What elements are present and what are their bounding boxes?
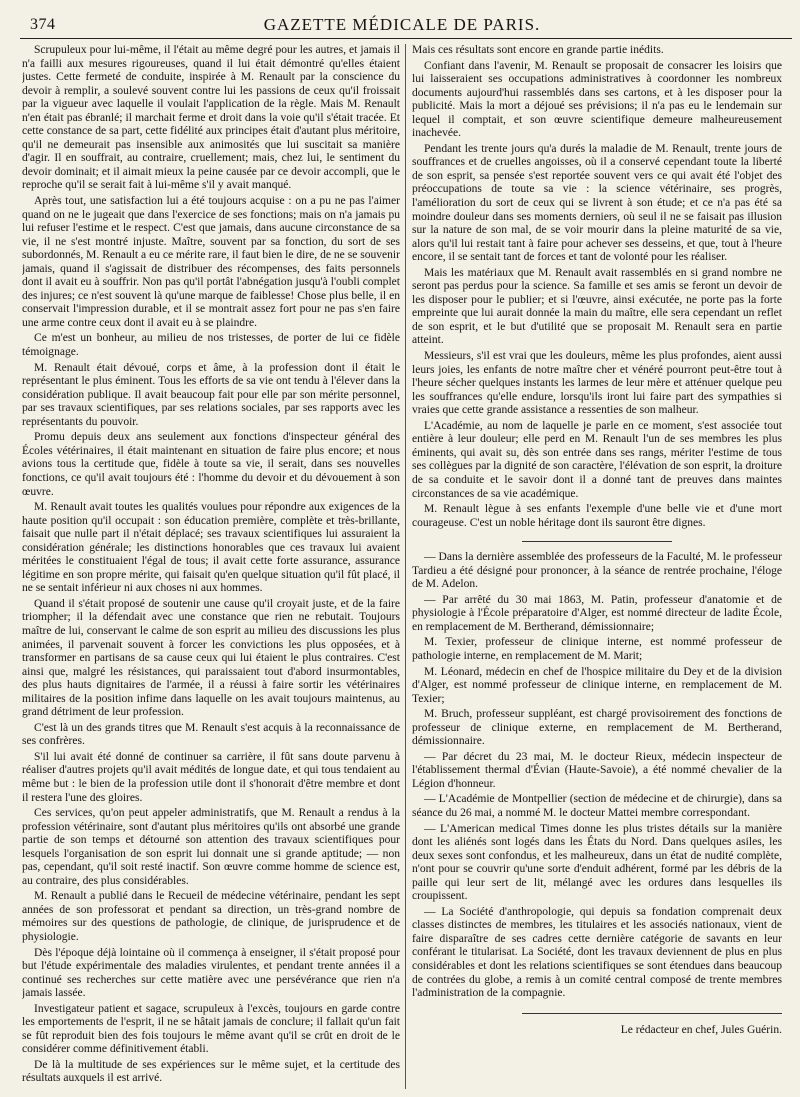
paragraph: L'Académie, au nom de laquelle je parle en ce moment, s'est associée tout entière à leur douleur; elle perd en M. Renault l'un de ses membres les plus éminents, qui avait su, dès son entrée dans ses rangs, mériter l'estime de tous ses collègues par la dignité de son caractère, l'élévation de son esprit, la droiture de sa conduite et le savoir dont il a donné tant de preuves dans maintes circonstances de sa vie académique. <box>412 419 782 500</box>
paragraph: Quand il s'était proposé de soutenir une cause qu'il croyait juste, et de la faire triompher; il la défendait avec une constance que rien ne rebutait. Toujours maître de lui, conservant le calme de son esprit au milieu des discussions les plus animées, il parvenait souvent à forcer les convictions les plus opposées, et à transformer en partisans de sa cause ceux qui lui étaient le plus contraires. C'est ainsi que, malgré les résistances, qui paraissaient tout d'abord insurmontables, des plus hauts dignitaires de l'armée, il a réussi à faire sortir les vétérinaires militaires de la position infime dans laquelle on les avait toujours maintenus, au grand détriment de leur profession. <box>22 597 400 719</box>
column-divider <box>405 44 406 1089</box>
signature-rule <box>522 1013 782 1014</box>
paragraph: Pendant les trente jours qu'a durés la maladie de M. Renault, trente jours de souffrances et de cruelles angoisses, où il a conservé cependant toute la liberté de son esprit, sa pensée s'est reportée souvent vers ce qui avait été l'objet des préoccupations de toute sa vie : la science vétérinaire, ses progrès, l'amélioration du sort de ceux qui se livrent à son étude; et ce n'a pas été sa moindre douleur dans ses moments derniers, où seul il ne se faisait pas illusion sur la nature de son mal, de se voir mourir dans la pleine maturité de sa vie, alors qu'il lui restait tant à faire pour achever ses desseins, et que, tout à l'heure encore, il se sentait tant de forces et tant de volonté pour les réaliser. <box>412 142 782 264</box>
journal-title: GAZETTE MÉDICALE DE PARIS. <box>263 15 541 34</box>
paragraph: Confiant dans l'avenir, M. Renault se proposait de consacrer les loisirs que lui laisseraient ses occupations administratives à coordonner les nombreux documents aujourd'hui rassemblés dans ses cartons, et à les disposer pour la publicité. Mais la mort a déjoué ses prévisions; il n'a pas eu le lendemain sur lequel il comptait, et son œuvre scientifique demeure malheureusement inachevée. <box>412 59 782 140</box>
right-column <box>412 44 782 1088</box>
news-item: — Par arrêté du 30 mai 1863, M. Patin, professeur d'anatomie et de physiologie à l'École préparatoire d'Alger, est nommé directeur de ladite École, en remplacement de M. Bertherand, démissionnaire; <box>412 593 782 633</box>
section-divider <box>522 541 672 542</box>
news-item: — L'Académie de Montpellier (section de médecine et de chirurgie), dans sa séance du 26 mai, a nommé M. le docteur Mattei membre correspondant. <box>412 793 782 819</box>
paragraph: M. Renault était dévoué, corps et âme, à la profession dont il était le représentant le plus éminent. Tous les efforts de sa vie ont tendu à l'élever dans la considération publique. Il avait beaucoup fait pour elle par son mérite personnel, par ses travaux scientifiques, par ses relations sociales, par ses rapports avec les représentants du pouvoir. <box>22 361 400 428</box>
paragraph: Scrupuleux pour lui-même, il l'était au même degré pour les autres, et jamais il n'a failli aux mesures rigoureuses, quand il lui était démontré qu'elles étaient justes. Cette fermeté de conduite, inspirée à M. Renault par la conscience du devoir à remplir, a soulevé souvent contre lui les passions de ceux qu'il froissait par la vigueur avec laquelle il voulait l'application de la règle. Mais M. Renault n'en était pas ébranlé; il marchait ferme et droit dans la voie qu'il s'était tracée. Et cette constance de sa part, cette fidélité aux principes était d'autant plus méritoire, qu'il ne demeurait pas insensible aux animosités que lui suscitait sa manière d'agir. Il en souffrait, au contraire, cruellement; mais, chez lui, le sentiment du devoir dominait; et il aimait mieux la peine causée par ce devoir accompli, que le reproche qu'il se serait fait à lui-même s'il y avait manqué. <box>22 44 400 192</box>
paragraph: Investigateur patient et sagace, scrupuleux à l'excès, toujours en garde contre les emportements de l'esprit, il ne se hâtait jamais de conclure; il fallait qu'un fait se fût reproduit bien des fois toujours le même avant qu'il se crût en droit de le considérer comme définitivement établi. <box>22 1002 400 1056</box>
paragraph: Après tout, une satisfaction lui a été toujours acquise : on a pu ne pas l'aimer quand on ne le jugeait que dans l'exercice de ses fonctions; mais on n'a jamais pu lui refuser l'estime et le respect. C'est que jamais, dans aucune circonstance de sa vie, il ne s'est montré injuste. Maître, souvent par sa fonction, du sort de ses subordonnés, M. Renault a eu ce mérite rare, il faut bien le dire, de ne se souvenir jamais, quand il s'agissait de distribuer des récompenses, des faits personnels dont il avait eu à souffrir. Non pas qu'il portât l'abnégation jusqu'à l'oubli complet des injures; ce n'est souvent là qu'une marque de faiblesse! Chose plus belle, il en conservait l'impression durable, et il se montrait assez fort pour ne pas s'en faire une arme contre ceux dont il avait eu à se plaindre. <box>22 195 400 329</box>
news-item: — Dans la dernière assemblée des professeurs de la Faculté, M. le professeur Tardieu a été désigné pour prononcer, à la séance de rentrée prochaine, l'éloge de M. Adelon. <box>412 551 782 591</box>
paragraph: Mais ces résultats sont encore en grande partie inédits. <box>412 44 664 56</box>
left-column <box>22 44 400 1088</box>
paragraph: De là la multitude de ses expériences sur le même sujet, et la certitude des résultats auxquels il est arrivé. <box>22 1058 400 1085</box>
paragraph: Dès l'époque déjà lointaine où il commença à enseigner, il s'était proposé pour but l'étude expérimentale des maladies virulentes, et pendant trente années il a continué ses recherches sur cette matière avec une persévérance que rien n'a jamais lassée. <box>22 946 400 1000</box>
news-item: M. Bruch, professeur suppléant, est chargé provisoirement des fonctions de professeur de clinique externe, en remplacement de M. Bertherand, démissionnaire. <box>412 708 782 748</box>
header-rule <box>20 38 792 39</box>
news-item: — L'American medical Times donne les plus tristes détails sur la manière dont les aliénés sont logés dans les États du Nord. Dans quelques asiles, les deux sexes sont confondus, et les malheureux, dans un état de nudité complète, n'ont pour se couvrir qu'une sorte d'enduit adhérent, formé par les débris de la paille qui leur sert de lit, mélangé avec les ordures dans lesquelles ils croupissent. <box>412 822 782 903</box>
paragraph: Ces services, qu'on peut appeler administratifs, que M. Renault a rendus à la profession vétérinaire, sont d'autant plus méritoires qu'ils ont absorbé une grande partie de son temps et détourné son attention des travaux scientifiques pour lesquels l'organisation de son esprit lui donnait une si grande aptitude; — non pas, cependant, qu'il soit resté inactif. Son œuvre comme homme de science est, au contraire, des plus considérables. <box>22 807 400 887</box>
page-header <box>22 14 782 36</box>
paragraph: S'il lui avait été donné de continuer sa carrière, il fût sans doute parvenu à réaliser d'autres projets qu'il avait médités de longue date, et qui tous tendaient au même but : le bien de la profession utile dont il s'honorait d'être membre et dont il restera l'une des gloires. <box>22 750 400 804</box>
paragraph: Messieurs, s'il est vrai que les douleurs, même les plus profondes, aient aussi leurs joies, les enfants de notre maître cher et vénéré pourront peut-être tout à l'heure sécher quelques instants les larmes de leur mère et atténuer quelque peu les souffrances qu'elle endure, lorsqu'ils iront lui faire part des sympathies si vraies que cette grande assistance a ressenties de son malheur. <box>412 350 782 417</box>
paragraph: C'est là un des grands titres que M. Renault s'est acquis à la reconnaissance de ses confrères. <box>22 721 400 748</box>
news-item: — Par décret du 23 mai, M. le docteur Rieux, médecin inspecteur de l'établissement thermal d'Évian (Haute-Savoie), a été nommé chevalier de la Légion d'honneur. <box>412 750 782 790</box>
paragraph: Promu depuis deux ans seulement aux fonctions d'inspecteur général des Écoles vétérinaires, il était maintenant en situation de faire plus encore; et nous avions tous la certitude que, fidèle à toute sa vie, il serait, dans ses nouvelles fonctions, ce qu'il avait toujours été : l'homme du devoir et du dévouement à son œuvre. <box>22 431 400 498</box>
news-item: M. Texier, professeur de clinique interne, est nommé professeur de pathologie interne, en remplacement de M. Marit; <box>412 636 782 662</box>
paragraph: Mais les matériaux que M. Renault avait rassemblés en si grand nombre ne seront pas perdus pour la science. Sa famille et ses amis se feront un devoir de les disposer pour le publier; et si l'œuvre, ainsi exécutée, ne porte pas la forte empreinte que lui aurait donnée la main du maître, elle sera cependant un reflet de son esprit, et le but d'utilité que se proposait M. Renault sera en partie atteint. <box>412 266 782 347</box>
paragraph: M. Renault a publié dans le Recueil de médecine vétérinaire, pendant les sept années de son professorat et pendant sa direction, un très-grand nombre de mémoires sur des questions de pathologie, de clinique, de jurisprudence et de physiologie. <box>22 890 400 943</box>
news-item: M. Léonard, médecin en chef de l'hospice militaire du Dey et de la division d'Alger, est nommé professeur de clinique interne, en remplacement de M. Texier; <box>412 665 782 705</box>
editor-signature: Le rédacteur en chef, Jules Guérin. <box>620 1023 782 1036</box>
paragraph: M. Renault avait toutes les qualités voulues pour répondre aux exigences de la haute position qu'il occupait : son éducation première, complète et très-brillante, faisait que nulle part il n'était déplacé; ses travaux scientifiques lui assuraient la considération générale; les distinctions honorables que ces travaux lui avaient méritées le constituaient l'égal de tous; il avait cette forte assurance, assurance légitime en son propre mérite, qui faisait qu'en quelque situation qu'il fût placé, il ne se sentait inférieur ni aux choses ni aux hommes. <box>22 501 400 595</box>
paragraph: Ce m'est un bonheur, au milieu de nos tristesses, de porter de lui ce fidèle témoignage. <box>22 332 400 359</box>
news-item: — La Société d'anthropologie, qui depuis sa fondation comprenait deux classes distinctes de membres, les titulaires et les associés nationaux, vient de faire disparaître de ses cadres cette dernière catégorie de savants en leur conférant le titularisat. La Société, dont les travaux deviennent de plus en plus considérables et dont les relations scientifiques se sont étendues dans beaucoup de contrées du globe, a remis à un comité central composé de trente membres l'administration de la compagnie. <box>412 905 782 1000</box>
paragraph: M. Renault lègue à ses enfants l'exemple d'une belle vie et d'une mort courageuse. C'est un noble héritage dont ils sauront être dignes. <box>412 503 782 529</box>
page-number: 374 <box>30 16 56 33</box>
